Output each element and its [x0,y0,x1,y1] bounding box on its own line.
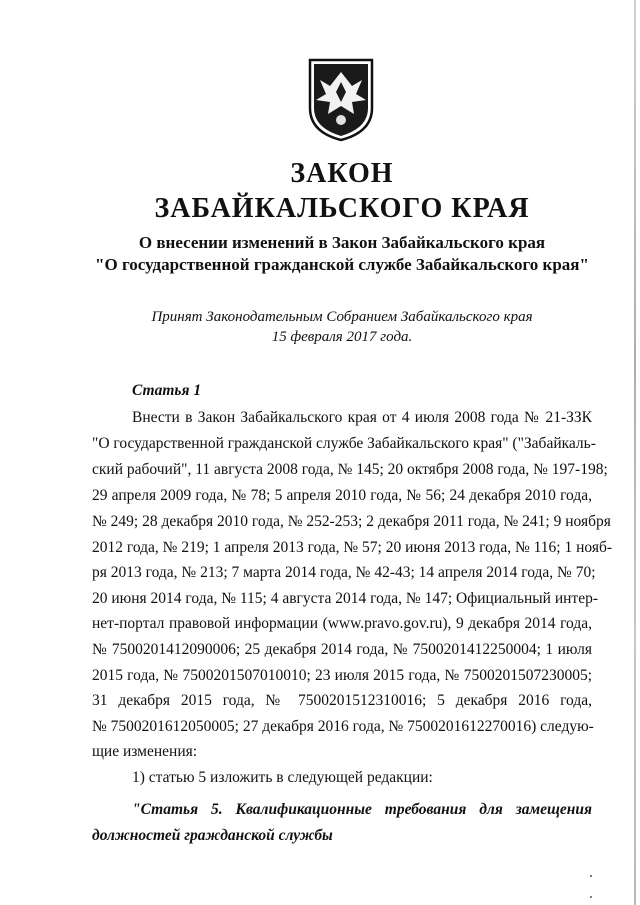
article-text-line: щие изменения: [92,743,198,760]
article-text-line: 2012 года, № 219; 1 апреля 2013 года, № 57; 20 июня 2013 года, № 116; 1 нояб- [92,539,613,556]
coat-of-arms-emblem [306,56,376,142]
article-text-line: нет-портал правовой информации (www.pravo.gov.ru), 9 декабря 2014 года, [92,615,592,632]
document-subtitle-line1: О внесении изменений в Закон Забайкальского края [138,233,546,252]
article-text-line: 20 июня 2014 года, № 115; 4 августа 2014 года, № 147; Официальный интер- [92,590,598,607]
adoption-date: 15 февраля 2017 года. [271,329,413,345]
scan-edge [634,0,636,905]
adoption-note-line1: Принят Законодательным Собранием Забайкальского края [151,309,533,325]
article-text-line: 29 апреля 2009 года, № 78; 5 апреля 2010 года, № 56; 24 декабря 2010 года, [92,487,592,504]
article-text-line: "О государственной гражданской службе Забайкальского края" ("Забайкаль- [92,435,596,452]
quoted-article-heading-line1: "Статья 5. Квалификационные требования для замещения [132,801,592,818]
article-heading: Статья 1 [132,382,202,399]
document-title-line2: ЗАБАЙКАЛЬСКОГО КРАЯ [154,193,530,224]
article-text-line: 2015 года, № 7500201507010010; 23 июля 2015 года, № 7500201507230005; [92,667,592,684]
article-text-line: ский рабочий", 11 августа 2008 года, № 145; 20 октября 2008 года, № 197-198; [92,461,608,478]
article-text-line: 31 декабря 2015 года, № 7500201512310016; 5 декабря 2016 года, [92,692,592,709]
document-title-line1: ЗАКОН [290,158,394,189]
article-text-line: Внести в Закон Забайкальского края от 4 июля 2008 года № 21-ЗЗК [132,409,592,426]
document-subtitle-line2: "О государственной гражданской службе Забайкальского края" [95,255,589,274]
scan-speck [590,896,592,898]
scan-speck [590,875,592,877]
article-item-1: 1) статью 5 изложить в следующей редакции: [132,769,433,786]
quoted-article-heading-line2: должностей гражданской службы [92,827,333,844]
article-text-line: ря 2013 года, № 213; 7 марта 2014 года, № 42-43; 14 апреля 2014 года, № 70; [92,564,596,581]
article-text-line: № 7500201612050005; 27 декабря 2016 года, № 7500201612270016) следую- [92,718,594,735]
article-text-line: № 7500201412090006; 25 декабря 2014 года, № 7500201412250004; 1 июля [92,641,592,658]
article-text-line: № 249; 28 декабря 2010 года, № 252-253; 2 декабря 2011 года, № 241; 9 ноября [92,513,611,530]
